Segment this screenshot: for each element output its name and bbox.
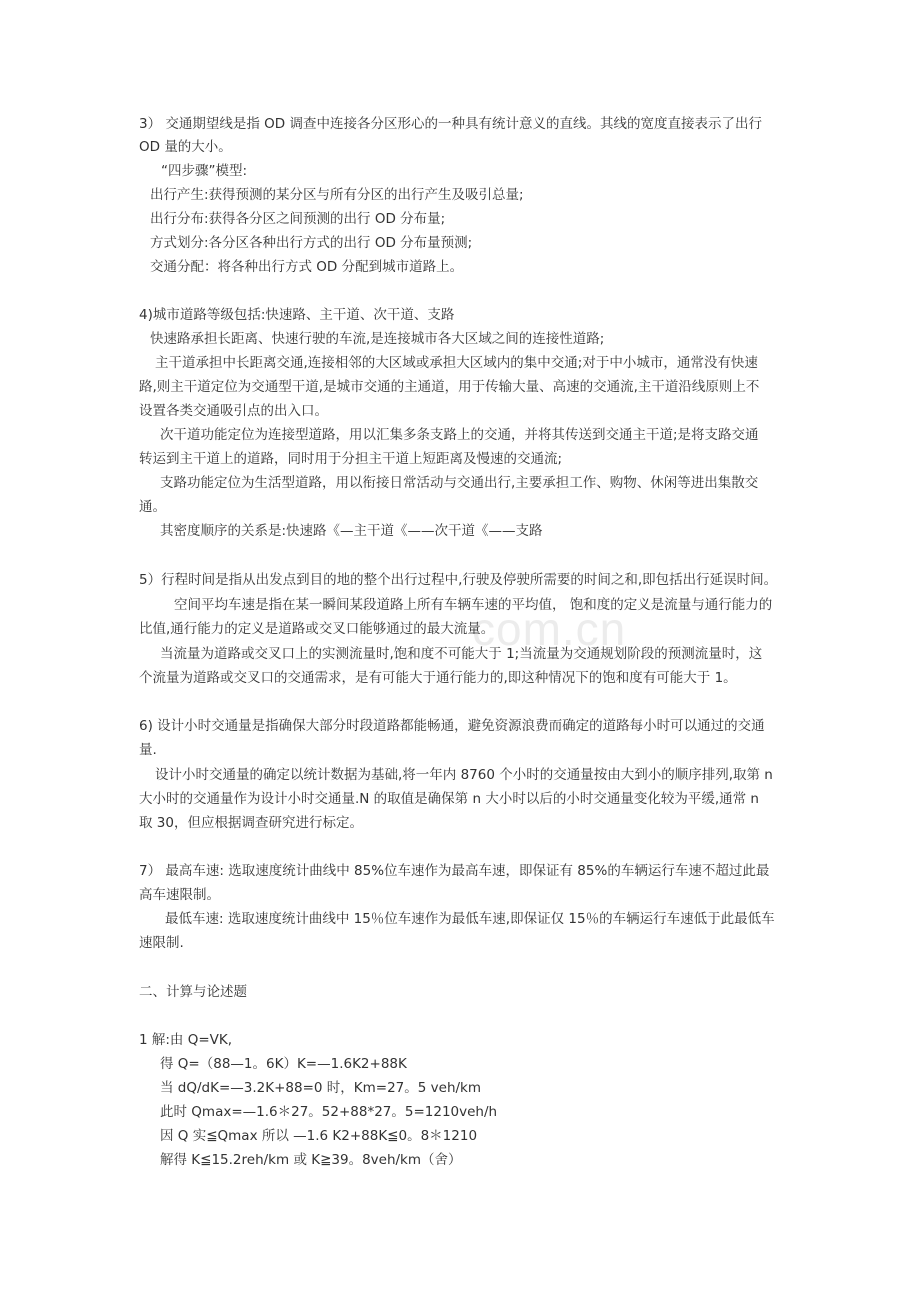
s7-line-4: 速限制.: [139, 935, 184, 951]
s7-line-1: 7） 最高车速: 选取速度统计曲线中 85%位车速作为最高车速，即保证有 85%的车辆运行车速不超过此最: [139, 863, 770, 879]
s5-line-1: 5）行程时间是指从出发点到目的地的整个出行过程中,行驶及停驶所需要的时间之和,即包括出行延误时间。: [139, 572, 778, 588]
calc-line-5: 因 Q 实≦Qmax 所以 —1.6 K2+88K≦0。8＊1210: [160, 1128, 478, 1144]
calc-line-6: 解得 K≦15.2reh/km 或 K≧39。8veh/km（舍）: [160, 1152, 462, 1168]
s3-line-2: OD 量的大小。: [139, 139, 232, 155]
watermark: com.cn: [472, 603, 627, 655]
calc-line-4: 此时 Qmax=—1.6＊27。52+88*27。5=1210veh/h: [160, 1104, 498, 1120]
s6-line-3: 设计小时交通量的确定以统计数据为基础,将一年内 8760 个小时的交通量按由大到小的顺序排列,取第 n: [155, 767, 773, 783]
s4-line-6: 次干道功能定位为连接型道路，用以汇集多条支路上的交通，并将其传送到交通主干道;是将支路交通: [160, 427, 759, 443]
s3-line-6: 方式划分:各分区各种出行方式的出行 OD 分布量预测;: [150, 235, 473, 251]
s4-line-2: 快速路承担长距离、快速行驶的车流,是连接城市各大区域之间的连接性道路;: [150, 331, 605, 347]
s4-line-7: 转运到主干道上的道路，同时用于分担主干道上短距离及慢速的交通流;: [139, 451, 563, 467]
s6-line-4: 大小时的交通量作为设计小时交通量.N 的取值是确保第 n 大小时以后的小时交通量变化较为平缓,通常 n: [139, 791, 759, 807]
s7-line-2: 高车速限制。: [139, 887, 220, 903]
s3-line-7: 交通分配：将各种出行方式 OD 分配到城市道路上。: [150, 259, 464, 275]
s4-line-4: 路,则主干道定位为交通型干道,是城市交通的主通道，用于传输大量、高速的交通流,主干道沿线原则上不: [139, 379, 760, 395]
s3-line-1: 3） 交通期望线是指 OD 调查中连接各分区形心的一种具有统计意义的直线。其线的宽度直接表示了出行: [139, 116, 762, 132]
s6-line-5: 取 30，但应根据调查研究进行标定。: [139, 815, 363, 831]
s3-line-4: 出行产生:获得预测的某分区与所有分区的出行产生及吸引总量;: [150, 187, 524, 203]
calc-line-2: 得 Q=（88—1。6K）K=—1.6K2+88K: [160, 1056, 407, 1072]
s5-line-5: 个流量为道路或交叉口的交通需求，是有可能大于通行能力的,即这种情况下的饱和度有可能大于 1。: [139, 670, 737, 686]
s5-line-3: 比值,通行能力的定义是道路或交叉口能够通过的最大流量。: [139, 621, 495, 637]
s5-line-2: 空间平均车速是指在某一瞬间某段道路上所有车辆车速的平均值， 饱和度的定义是流量与通行能力的: [174, 597, 773, 613]
calc-line-1: 1 解:由 Q=VK,: [139, 1032, 233, 1048]
s4-line-3: 主干道承担中长距离交通,连接相邻的大区域或承担大区域内的集中交通;对于中小城市，通常没有快速: [155, 355, 758, 371]
s3-line-3: “四步骤”模型:: [161, 163, 248, 179]
part-2-heading: 二、计算与论述题: [139, 984, 247, 1000]
s5-line-4: 当流量为道路或交叉口上的实测流量时,饱和度不可能大于 1;当流量为交通规划阶段的预测流量时，这: [160, 646, 763, 662]
s4-line-8: 支路功能定位为生活型道路，用以衔接日常活动与交通出行,主要承担工作、购物、休闲等进出集散交: [160, 475, 759, 491]
s4-line-9: 通。: [139, 499, 166, 515]
s6-line-2: 量.: [139, 742, 157, 758]
s6-line-1: 6) 设计小时交通量是指确保大部分时段道路都能畅通，避免资源浪费而确定的道路每小时可以通过的交通: [139, 718, 765, 734]
s7-line-3: 最低车速: 选取速度统计曲线中 15％位车速作为最低车速,即保证仅 15％的车辆运行车速低于此最低车: [165, 911, 775, 927]
s4-line-1: 4)城市道路等级包括:快速路、主干道、次干道、支路: [139, 307, 455, 323]
calc-line-3: 当 dQ/dK=—3.2K+88=0 时，Km=27。5 veh/km: [160, 1080, 482, 1096]
s4-line-10: 其密度顺序的关系是:快速路《—主干道《——次干道《——支路: [160, 523, 543, 539]
s4-line-5: 设置各类交通吸引点的出入口。: [139, 403, 328, 419]
s3-line-5: 出行分布:获得各分区之间预测的出行 OD 分布量;: [150, 211, 446, 227]
